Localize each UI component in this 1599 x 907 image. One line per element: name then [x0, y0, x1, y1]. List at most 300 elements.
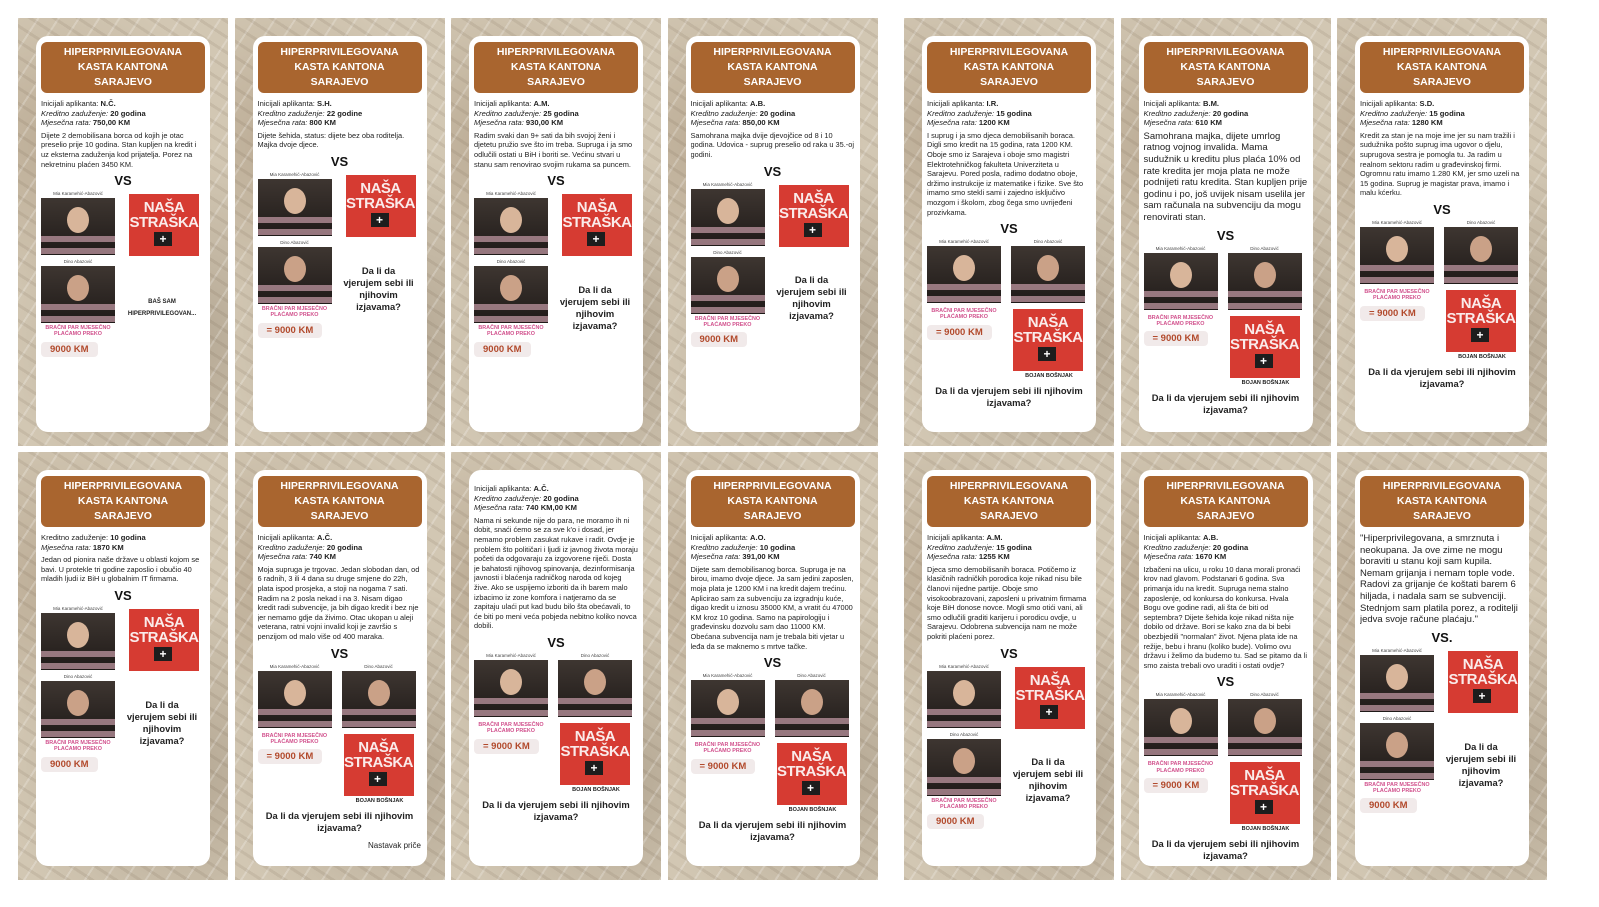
couple-row — [474, 191, 632, 256]
info-value: 20 godina — [543, 493, 579, 503]
portrait-photo — [1360, 723, 1434, 780]
left-col — [474, 720, 548, 793]
story-panel-ac — [235, 452, 445, 880]
nasa-stranka-poster — [1446, 290, 1516, 352]
person-photo-card — [927, 239, 1001, 303]
info-value: 20 godina — [1212, 542, 1249, 552]
header-line: HIPERPRIVILEGOVANA — [949, 480, 1069, 492]
caption-bar — [258, 721, 332, 727]
info-row — [1144, 109, 1308, 119]
left-col — [927, 732, 1001, 830]
story-text: Samohrana majka dvije djevojčice od 8 i 10 godina. Udovica - suprug preselio od raka u 35.-oj godini. — [690, 130, 855, 159]
couple-row — [474, 653, 632, 717]
person-name: Mia Karamehić-Abazović — [53, 605, 103, 611]
couple-row — [1360, 220, 1518, 284]
person-photo-card — [691, 182, 765, 246]
couple-row — [1360, 648, 1518, 713]
plus-icon: NAŠA STRAŠKA + — [1038, 347, 1056, 361]
header-line: KASTA KANTONA — [1396, 61, 1488, 73]
story-header — [1360, 42, 1524, 93]
portrait-photo — [1444, 227, 1518, 284]
closing-question: Da li da vjerujem sebi ili njihovim izjavama? — [343, 264, 414, 312]
info-row — [691, 543, 855, 553]
caption-bar — [41, 663, 115, 669]
caption-bar — [927, 296, 1001, 302]
applicant-info — [1360, 99, 1524, 128]
plus-icon: NAŠA STRAŠKA + — [1255, 800, 1273, 814]
caption-bar — [258, 709, 332, 715]
plus-icon: NAŠA STRAŠKA + — [804, 223, 822, 237]
info-value: A.B. — [1203, 533, 1219, 542]
nasa-stranka-poster — [1230, 762, 1300, 824]
caption-bar — [1360, 761, 1434, 767]
info-row — [258, 543, 422, 553]
person-photo-card — [41, 674, 115, 738]
caption-bar — [41, 236, 115, 242]
info-label: Mjesečna rata: — [1143, 118, 1196, 128]
portrait-photo — [258, 671, 332, 728]
applicant-info — [1144, 533, 1308, 562]
info-value: A.M. — [533, 99, 550, 108]
info-row — [691, 552, 855, 562]
closing-question: Da li da vjerujem sebi ili njihovim izjavama? — [1151, 391, 1300, 415]
bojan-block — [1448, 648, 1518, 713]
closing-question: Da li da vjerujem sebi ili njihovim izjavama? — [698, 819, 847, 843]
bojan-label: BOJAN BOŠNJAK — [1241, 826, 1290, 833]
portrait-photo — [1228, 699, 1302, 756]
couple-caption: BRAČNI PAR MJESEČNO PLAĆAMO PREKO — [478, 721, 544, 735]
vs-label: VS — [1000, 221, 1018, 237]
story-text: "Hiperprivilegovana, a smrznuta i neokupana. Ja ove zime ne mogu boraviti u stanu koji sam kupila. Nemam grijanja i nemam tople vode. Radovi za grijanje će koštati barem 6 hiljada, i nadala sam se subvenciji. Stednjom sam platila porez, a roditelji jedva svoje račune plaćaju." — [1360, 533, 1518, 626]
bottom-row — [258, 240, 416, 338]
caption-bar — [1360, 277, 1434, 283]
person-name: Mia Karamehić-Abazović — [1155, 245, 1206, 251]
bottom-row — [927, 306, 1085, 379]
header-line: HIPERPRIVILEGOVANA — [1382, 46, 1502, 58]
caption-bar — [1228, 749, 1302, 755]
info-value: 10 godina — [110, 533, 146, 542]
caption-bar — [41, 316, 115, 322]
story-header — [1144, 42, 1308, 93]
info-label: Inicijali aplikanta: — [927, 99, 987, 108]
person-name: Dino Abazović — [1250, 692, 1279, 698]
header-line: KASTA KANTONA — [77, 61, 169, 73]
bottom-row — [41, 674, 199, 772]
story-header — [927, 476, 1091, 527]
caption-bar — [258, 297, 332, 303]
info-value: A.M. — [986, 533, 1003, 542]
story-collage — [18, 18, 1582, 888]
header-line: HIPERPRIVILEGOVANA — [1166, 46, 1285, 58]
couple-caption: BRAČNI PAR MJESEČNO PLAĆAMO PREKO — [478, 325, 544, 338]
portrait-photo — [1360, 227, 1434, 284]
header-line: KASTA KANTONA — [727, 495, 818, 507]
story-header — [1144, 476, 1308, 527]
bottom-row — [1360, 287, 1518, 360]
story-card — [469, 470, 643, 866]
bojan-block — [779, 182, 849, 247]
portrait-photo — [558, 660, 632, 717]
plus-icon: NAŠA STRAŠKA + — [585, 761, 603, 775]
caption-bar — [41, 651, 115, 657]
person-name: Mia Karamehić-Abazović — [53, 191, 103, 197]
info-row — [1144, 543, 1308, 553]
story-panel-nc — [18, 18, 228, 446]
amount-badge: = 9000 KM — [927, 325, 992, 340]
couple-caption: BRAČNI PAR MJESEČNO PLAĆAMO PREKO — [45, 325, 111, 338]
caption-bar — [1444, 277, 1518, 283]
header-line: SARAJEVO — [310, 76, 369, 88]
info-label: Mjesečna rata: — [257, 118, 310, 128]
portrait-photo — [927, 246, 1001, 303]
header-line: HIPERPRIVILEGOVANA — [949, 46, 1069, 58]
portrait-photo — [474, 198, 548, 255]
info-row — [258, 109, 422, 119]
couple-caption: BRAČNI PAR MJESEČNO PLAĆAMO PREKO — [931, 797, 997, 810]
amount-badge: 9000 KM — [1360, 798, 1417, 813]
closing-question: Da li da vjerujem sebi ili njihovim izjavama? — [776, 274, 847, 322]
info-row — [927, 543, 1091, 553]
vs-label: VS — [1216, 674, 1235, 690]
left-col — [1144, 313, 1218, 386]
caption-bar — [775, 730, 849, 736]
info-label: Mjesečna rata: — [41, 542, 93, 552]
left-col — [1144, 759, 1218, 832]
info-value: 1670 KM — [1195, 552, 1227, 562]
story-text: Jedan od pionira naše države u oblasti kojom se bavi. U protekle tri godine zaposlio i obučio 40 mladih ljudi iz BiH u globalnim IT firmama. — [41, 555, 200, 584]
story-header — [258, 476, 422, 527]
info-label: Kreditno zaduženje: — [927, 542, 997, 552]
caption-bar — [691, 295, 765, 301]
nasa-stranka-poster — [560, 723, 630, 785]
caption-bar — [691, 307, 765, 313]
info-label: Mjesečna rata: — [690, 552, 743, 562]
portrait-photo — [1144, 699, 1218, 756]
story-header — [41, 42, 205, 93]
info-row — [1144, 552, 1308, 562]
bojan-label: BOJAN BOŠNJAK — [1241, 379, 1290, 386]
caption-bar — [474, 710, 548, 716]
info-row — [1144, 99, 1308, 109]
person-name: Dino Abazović — [63, 673, 93, 679]
closing-question: Da li da vjerujem sebi ili njihovim izjavama? — [1368, 365, 1516, 389]
info-value: 1255 KM — [978, 552, 1010, 562]
portrait-photo — [342, 671, 416, 728]
caption-bar — [558, 710, 632, 716]
bojan-block — [1015, 664, 1085, 729]
info-row — [691, 99, 855, 109]
closing-question: Da li da vjerujem sebi ili njihovim izjavama? — [1012, 756, 1084, 804]
info-row — [258, 552, 422, 562]
person-photo-card — [258, 240, 332, 304]
vs-label: VS — [763, 655, 782, 671]
person-name: Mia Karamehić-Abazović — [939, 239, 989, 245]
continue-caption: Nastavak priče — [368, 841, 421, 850]
couple-row — [258, 172, 416, 237]
vs-label: VS — [547, 634, 565, 650]
story-text: Izbačeni na ulicu, u roku 10 dana morali pronaći krov nad glavom. Podstanari 6 godina. Sva primanja idu na kredit. Supruga nema stalno zaposlenje, od konkursa do konkursa. Hvala Bogu ove godine radi, ali šta će biti od septembra? Dijete šehida koje nikad ništa nije dobilo od države. Bori se kako zna da bi bebi obezbjedili "normalan" život. Njena plata ide na režije, bebu i hranu (koliko bude). Volimo ovu državu i želimo da budemo tu. Sad se pitamo da li smo zaista trebali ovo uraditi i ostati ovdje? — [1143, 564, 1308, 670]
nasa-stranka-poster — [1230, 316, 1300, 378]
left-col — [41, 259, 115, 357]
person-photo-card — [41, 191, 115, 255]
header-line: HIPERPRIVILEGOVANA — [1166, 480, 1285, 492]
story-panel-ac2 — [451, 452, 661, 880]
caption-bar — [691, 730, 765, 736]
info-value: B.M. — [1203, 99, 1220, 108]
story-header — [41, 476, 205, 527]
caption-bar — [1360, 773, 1434, 779]
story-card — [36, 470, 210, 866]
bottom-row — [474, 720, 632, 793]
caption-bar — [342, 721, 416, 727]
person-photo-card — [342, 664, 416, 728]
story-panel-bm — [1121, 18, 1331, 446]
info-value: 391,00 KM — [742, 552, 780, 562]
header-line: KASTA KANTONA — [1396, 495, 1488, 507]
portrait-photo — [1144, 253, 1218, 310]
caption-bar — [1360, 265, 1434, 271]
info-row — [927, 109, 1091, 119]
person-name: Dino Abazović — [1250, 245, 1279, 251]
info-row — [1144, 533, 1308, 543]
story-text: Dijete sam demobilisanog borca. Supruga je na birou, imamo dvoje djece. Ja sam jedini zaposlen, moja plata je 1200 KM i na kredit dajem trećinu. Aplicirao sam za subvenciju za izgradnju kuće, digao kredit u iznosu 35000 KM, a vratit ću 47000 KM kroz 10 godina. Samo na papirologiju i građevinsku dozvolu sam dao 11000 KM. Obećana subvencija nam je trebala biti vjetar u leđa da se maknemo s mrtve tačke. — [690, 564, 854, 651]
info-label: Inicijali aplikanta: — [257, 99, 318, 108]
vs-label: VS — [114, 173, 132, 189]
person-photo-card — [1011, 239, 1085, 303]
closing-question: BAŠ SAM HIPERPRIVILEGOVAN... — [127, 298, 197, 317]
info-row — [927, 552, 1091, 562]
caption-bar — [41, 731, 115, 737]
info-value: A.O. — [750, 533, 766, 542]
header-line: KASTA KANTONA — [1180, 495, 1271, 507]
header-line: SARAJEVO — [310, 510, 369, 522]
portrait-photo — [41, 266, 115, 323]
applicant-info — [691, 533, 855, 562]
header-line: HIPERPRIVILEGOVANA — [1382, 480, 1502, 492]
person-photo-card — [258, 172, 332, 236]
caption-bar — [775, 718, 849, 724]
bottom-row — [927, 732, 1085, 830]
info-label: Mjesečna rata: — [927, 552, 979, 562]
info-row — [41, 99, 205, 109]
caption-bar — [474, 236, 548, 242]
story-text: Nama ni sekunde nije do para, ne moramo ih ni dobit, snaći ćemo se za sve k'o i dosad, jer nemamo problem zasukat rukave i radit. Ovdje je problem što političari i ljudi iz javnog života moraju početi da odgovaraju za izgovorene riječi. Dosta je bahatosti njihovog spinovanja, dezinformisanja javnosti i blaćenja radničkog naroda od kojeg žive. Ako se uspijemo izboriti da ih barem malo izbacimo iz zone komfora i natjeramo da se zapitaju ulaći put kad budu bilo šta obećavali, to će biti po meni veća pobjeda nebitno koliko novca dobili. — [474, 515, 638, 631]
caption-bar — [41, 248, 115, 254]
plus-icon: NAŠA STRAŠKA + — [1040, 705, 1058, 719]
person-photo-card — [927, 664, 1001, 728]
person-photo-card — [474, 653, 548, 717]
caption-bar — [1144, 291, 1218, 297]
header-line: KASTA KANTONA — [963, 495, 1055, 507]
story-panel-ab — [668, 18, 878, 446]
bottom-row — [1360, 716, 1518, 814]
caption-bar — [41, 304, 115, 310]
caption-bar — [927, 777, 1001, 783]
person-photo-card — [1144, 246, 1218, 310]
plus-icon: NAŠA STRAŠKA + — [369, 772, 387, 786]
couple-row — [258, 664, 416, 728]
story-panel-p8 — [18, 452, 228, 880]
person-photo-card — [558, 653, 632, 717]
info-label: Kreditno zaduženje: — [41, 108, 111, 118]
caption-bar — [1144, 749, 1218, 755]
person-name: Dino Abazović — [63, 259, 93, 265]
header-line: SARAJEVO — [1196, 76, 1255, 88]
header-line: HIPERPRIVILEGOVANA — [63, 480, 183, 492]
portrait-photo — [927, 739, 1001, 796]
story-text: Moja supruga je trgovac. Jedan slobodan dan, od 6 radnih, 3 ili 4 dana su druge smjene do 22h, plata ispod prosjeka, a stoji na nogama 7 sati. Radim na 2 posla nekad i na 3. Nisam digao kredit radi subvencije, ja bih digao kredit i bez nje jer nemamo gdje da živimo. Otac ukopan u aleji veterana, ratni vojni invalid koji je završio s penzijom od malo više od 400 maraka. — [257, 564, 420, 641]
info-label: Mjesečna rata: — [1360, 118, 1412, 128]
vs-label: VS — [1000, 645, 1018, 661]
nasa-stranka-poster — [129, 609, 199, 671]
info-value: 750,00 KM — [92, 118, 131, 128]
story-text: Djeca smo demobilisanih boraca. Potičemo iz klasičnih radničkih porodica koje nikad nisu bile članovi nijedne partije. Oboje smo visokoobrazovani, zaposleni u privatnim firmama koje BiH donose novce. Mogli smo otići vani, ali smo odlučili graditi karijeru i porodicu ovdje, u Sarajevu. Odobrena subvencija nam ne može pokriti plaćeni porez. — [927, 564, 1087, 641]
caption-bar — [474, 316, 548, 322]
info-label: Inicijali aplikanta: — [690, 99, 751, 108]
person-name: Dino Abazović — [949, 731, 979, 737]
plus-icon: NAŠA STRAŠKA + — [371, 213, 389, 227]
applicant-info — [41, 533, 205, 552]
info-row — [474, 494, 638, 504]
info-value: 610 KM — [1195, 118, 1223, 128]
person-photo-card — [1228, 692, 1302, 756]
applicant-info — [1144, 99, 1308, 128]
info-value: I.R. — [986, 99, 999, 108]
caption-bar — [691, 227, 765, 233]
info-label: Kreditno zaduženje: — [41, 533, 111, 542]
couple-caption: BRAČNI PAR MJESEČNO PLAĆAMO PREKO — [1364, 288, 1430, 302]
portrait-photo — [691, 189, 765, 246]
info-label: Kreditno zaduženje: — [927, 108, 997, 118]
info-row — [691, 118, 855, 128]
applicant-info — [927, 99, 1091, 128]
header-line: HIPERPRIVILEGOVANA — [496, 46, 616, 58]
caption-bar — [258, 229, 332, 235]
person-name: Mia Karamehić-Abazović — [269, 171, 320, 177]
couple-row — [691, 673, 849, 737]
applicant-info — [927, 533, 1091, 562]
info-label: Kreditno zaduženje: — [1360, 108, 1430, 118]
story-card — [253, 36, 427, 432]
portrait-photo — [258, 247, 332, 304]
plus-icon: NAŠA STRAŠKA + — [802, 781, 820, 795]
header-line: KASTA KANTONA — [963, 61, 1055, 73]
nasa-stranka-poster — [346, 175, 416, 237]
info-row — [691, 109, 855, 119]
info-value: 930,00 KM — [525, 118, 564, 128]
bojan-block — [129, 606, 199, 671]
info-label: Inicijali aplikanta: — [690, 533, 751, 542]
header-line: HIPERPRIVILEGOVANA — [63, 46, 183, 58]
amount-badge: = 9000 KM — [474, 739, 539, 754]
story-card — [253, 470, 427, 866]
bojan-block — [129, 191, 199, 256]
bojan-label: BOJAN BOŠNJAK — [572, 786, 620, 793]
person-name: Mia Karamehić-Abazović — [486, 652, 536, 658]
header-line: KASTA KANTONA — [294, 495, 385, 507]
applicant-info — [258, 533, 422, 562]
info-value: A.B. — [750, 99, 766, 108]
person-name: Mia Karamehić-Abazović — [702, 673, 753, 679]
caption-bar — [691, 718, 765, 724]
info-row — [1360, 118, 1524, 128]
bojan-block — [560, 720, 632, 793]
portrait-photo — [1011, 246, 1085, 303]
info-row — [1144, 118, 1308, 128]
header-line: SARAJEVO — [980, 76, 1038, 88]
bojan-block — [777, 740, 849, 813]
info-label: Kreditno zaduženje: — [257, 108, 327, 118]
story-panel-am — [451, 18, 661, 446]
person-name: Dino Abazović — [1466, 219, 1496, 225]
portrait-photo — [41, 198, 115, 255]
closing-question: Da li da vjerujem sebi ili njihovim izjavama? — [482, 798, 630, 822]
person-photo-card — [691, 673, 765, 737]
info-row — [927, 533, 1091, 543]
header-line: HIPERPRIVILEGOVANA — [713, 480, 832, 492]
info-label: Mjesečna rata: — [474, 118, 526, 128]
caption-bar — [1144, 737, 1218, 743]
left-col — [927, 306, 1001, 379]
header-line: SARAJEVO — [980, 510, 1038, 522]
bojan-block — [346, 172, 416, 237]
caption-bar — [1228, 303, 1302, 309]
vs-label: VS. — [1431, 629, 1453, 645]
info-label: Inicijali aplikanta: — [41, 99, 101, 108]
story-card — [469, 36, 643, 432]
person-photo-card — [1360, 220, 1434, 284]
header-line: SARAJEVO — [94, 510, 152, 522]
person-name: Mia Karamehić-Abazović — [1372, 647, 1422, 653]
caption-bar — [1011, 284, 1085, 290]
info-label: Inicijali aplikanta: — [474, 99, 534, 108]
info-row — [258, 118, 422, 128]
info-value: 740 KM,00 KM — [525, 503, 577, 513]
person-name: Dino Abazović — [1382, 715, 1412, 721]
portrait-photo — [691, 680, 765, 737]
header-line: SARAJEVO — [94, 76, 152, 88]
info-value: 15 godina — [1429, 108, 1465, 118]
vs-label: VS — [330, 645, 349, 661]
caption-bar — [1011, 296, 1085, 302]
person-photo-card — [474, 191, 548, 255]
person-name: Dino Abazović — [580, 652, 610, 658]
portrait-photo — [1360, 655, 1434, 712]
info-value: 800 KM — [309, 118, 337, 128]
caption-bar — [927, 721, 1001, 727]
portrait-photo — [41, 613, 115, 670]
story-panel-ao — [668, 452, 878, 880]
couple-caption: BRAČNI PAR MJESEČNO PLAĆAMO PREKO — [261, 305, 328, 319]
nasa-stranka-poster — [129, 194, 199, 256]
info-value: 10 godina — [759, 542, 796, 552]
nasa-stranka-poster — [779, 185, 849, 247]
info-row — [691, 533, 855, 543]
info-value: 25 godina — [543, 108, 579, 118]
header-line: SARAJEVO — [1413, 76, 1471, 88]
story-card — [922, 470, 1096, 866]
closing-question: Da li da vjerujem sebi ili njihovim izjavama? — [935, 385, 1083, 409]
header-line: SARAJEVO — [1413, 510, 1471, 522]
couple-row — [41, 606, 199, 671]
info-label: Kreditno zaduženje: — [690, 542, 760, 552]
header-line: SARAJEVO — [527, 76, 585, 88]
story-panel-ab2 — [1121, 452, 1331, 880]
couple-caption: BRAČNI PAR MJESEČNO PLAĆAMO PREKO — [694, 315, 761, 328]
nasa-stranka-poster — [1015, 667, 1085, 729]
header-line: KASTA KANTONA — [77, 495, 169, 507]
header-line: SARAJEVO — [1196, 510, 1255, 522]
